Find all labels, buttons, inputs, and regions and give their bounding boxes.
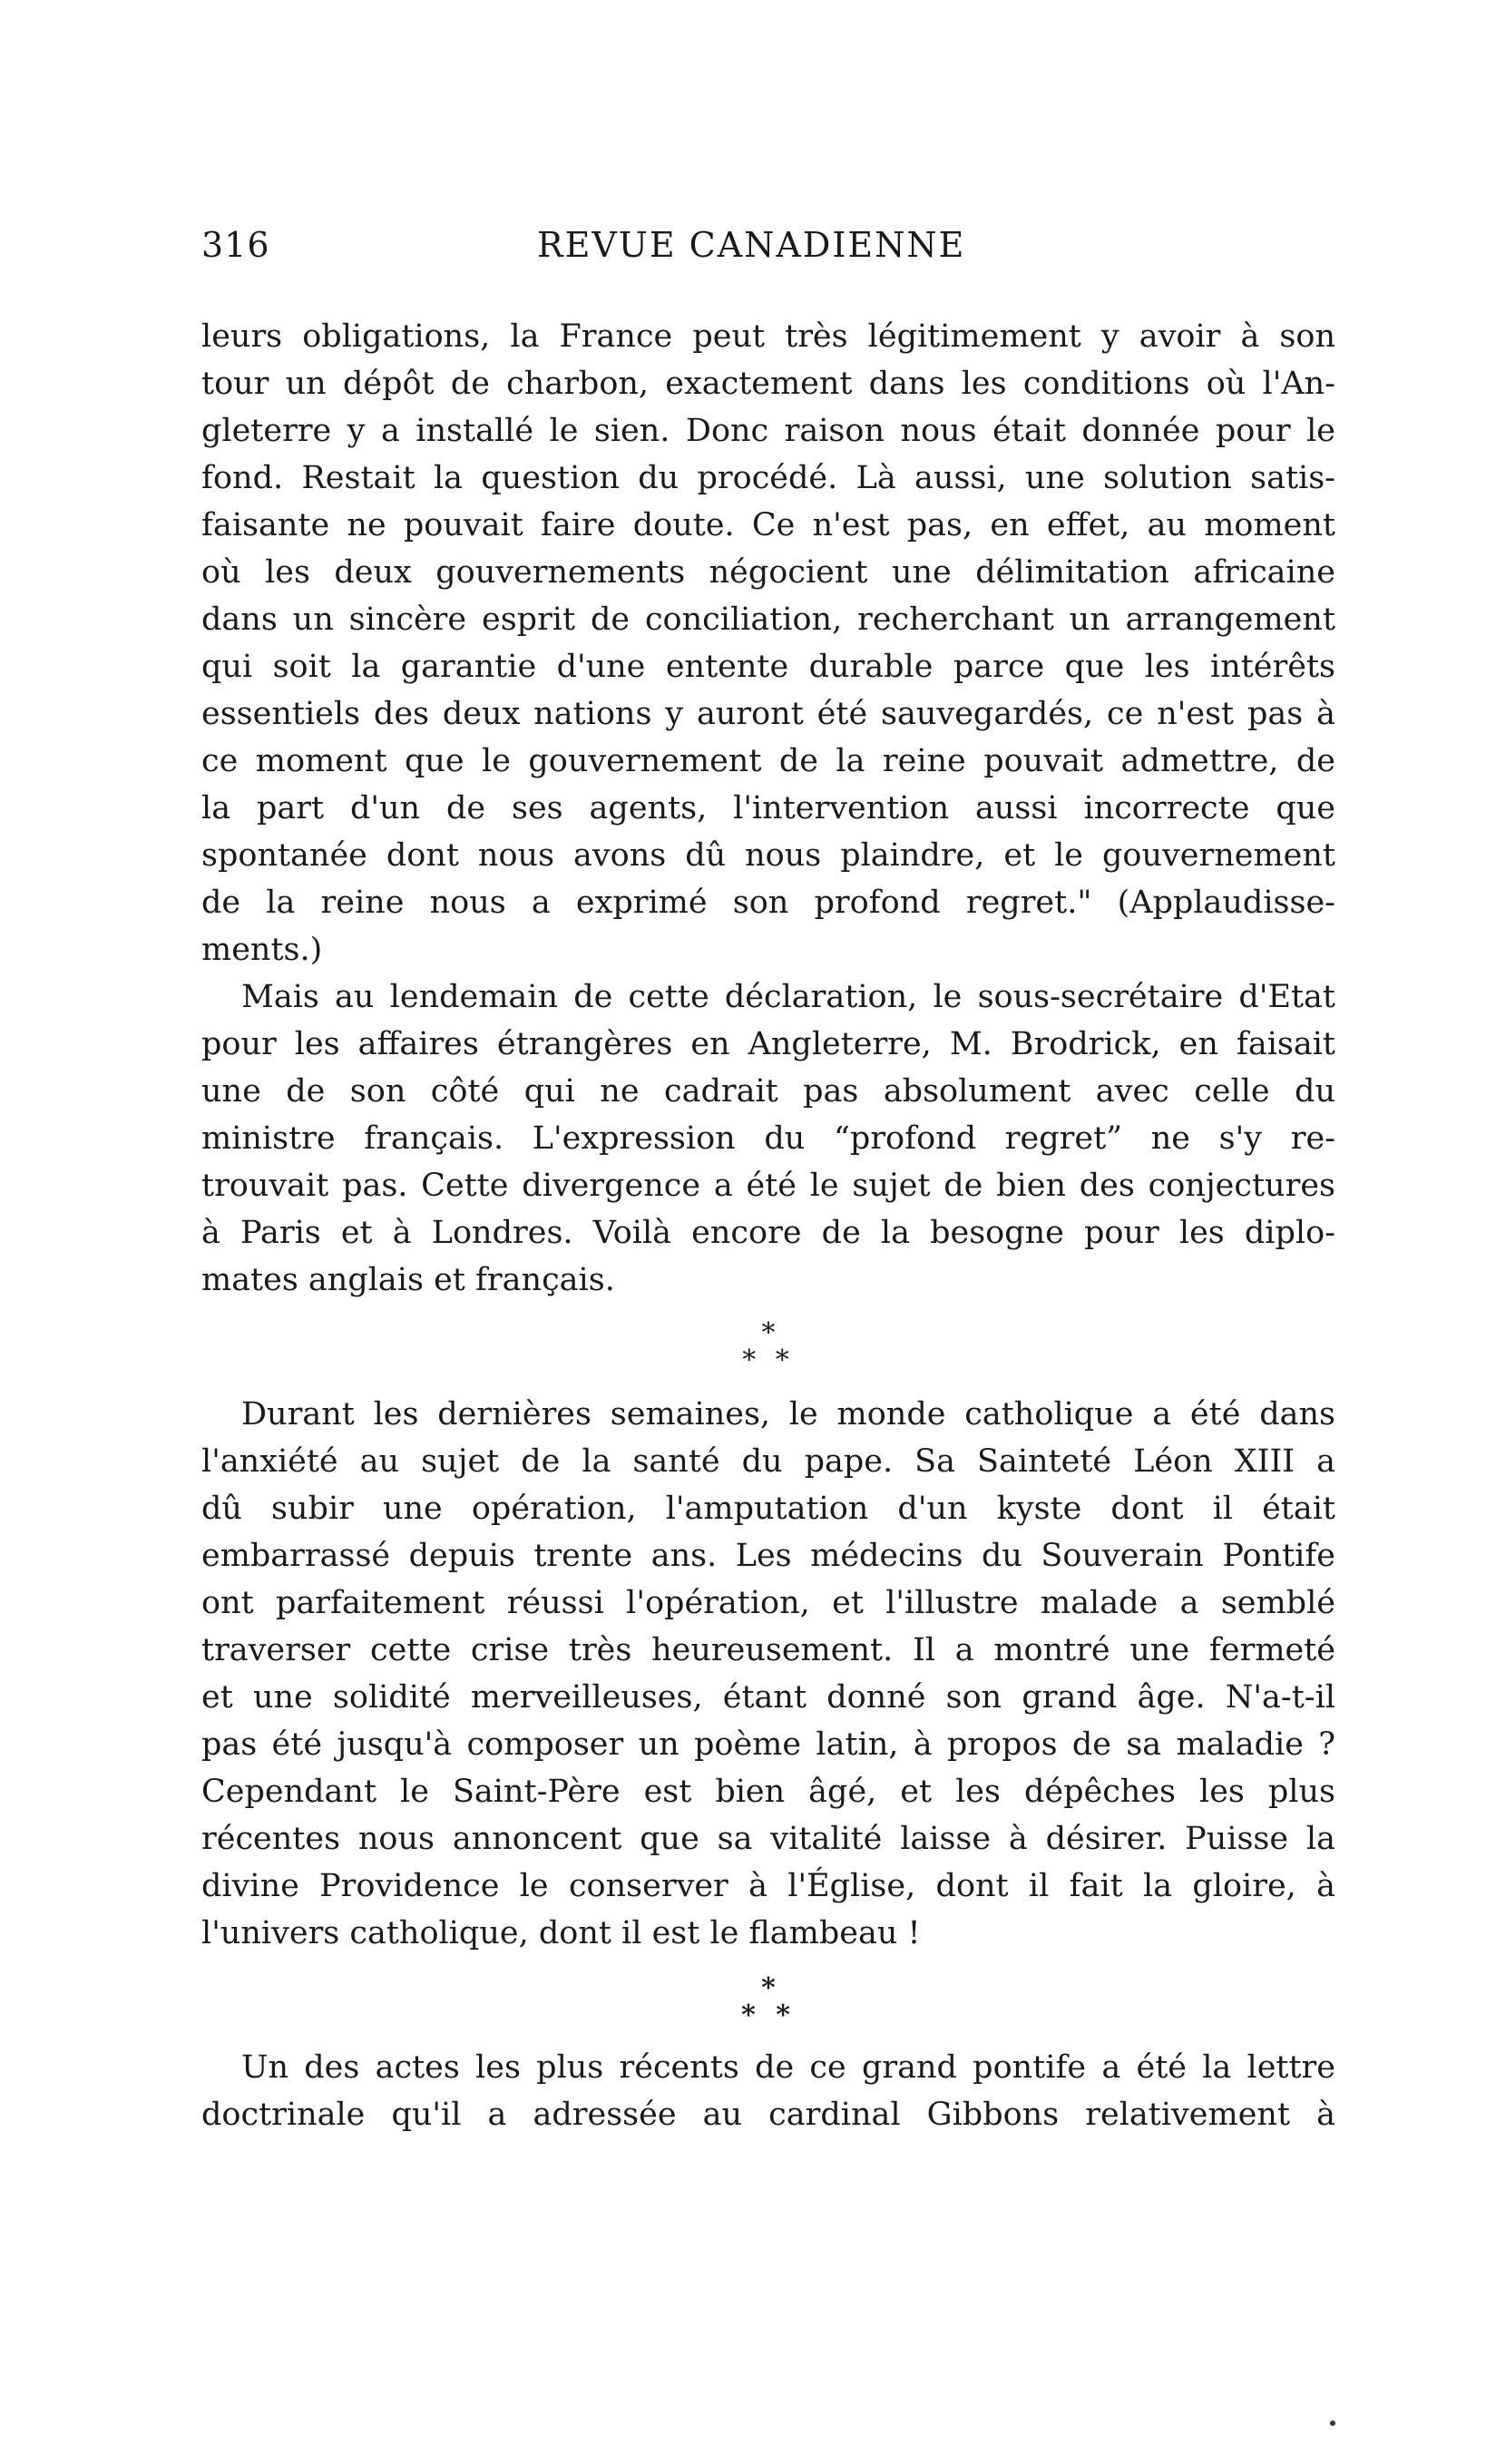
text-line: mates anglais et français. — [201, 1262, 615, 1298]
text-line: pas été jusqu'à composer un poème latin, à propos de sa maladie ? — [201, 1726, 1335, 1763]
paragraph-4 — [201, 2044, 1335, 2138]
section-separator-2 — [201, 1957, 1335, 2044]
text-line: dans un sincère esprit de conciliation, recherchant un arrangement — [201, 601, 1335, 638]
text-line: divine Providence le conserver à l'Église, dont il fait la gloire, à — [201, 1868, 1335, 1904]
text-line: faisante ne pouvait faire doute. Ce n'est pas, en effet, au moment — [201, 507, 1335, 543]
text-line: où les deux gouvernements négocient une délimitation africaine — [201, 554, 1335, 591]
text-line: pour les affaires étrangères en Angleterre, M. Brodrick, en faisait — [201, 1026, 1335, 1062]
paragraph-1 — [201, 313, 1335, 973]
paragraph-3 — [201, 1391, 1335, 1957]
body-text — [201, 313, 1335, 2138]
running-head — [201, 225, 1335, 279]
text-line: embarrassé depuis trente ans. Les médecins du Souverain Pontife — [201, 1538, 1335, 1574]
text-line: doctrinale qu'il a adressée au cardinal Gibbons relativement à — [201, 2097, 1335, 2133]
text-line: récentes nous annoncent que sa vitalité laisse à désirer. Puisse la — [201, 1821, 1335, 1857]
text-line: ministre français. L'expression du “profond regret” ne s'y re- — [201, 1120, 1335, 1157]
text-line: une de son côté qui ne cadrait pas absolument avec celle du — [201, 1073, 1335, 1110]
text-line: essentiels des deux nations y auront été sauvegardés, ce n'est pas à — [201, 696, 1335, 732]
text-line: Durant les dernières semaines, le monde catholique a été dans — [241, 1396, 1335, 1432]
text-line: ments.) — [201, 932, 323, 968]
text-line: leurs obligations, la France peut très légitimement y avoir à son — [201, 318, 1335, 355]
asterism — [201, 1317, 1335, 1376]
text-line: dû subir une opération, l'amputation d'un kyste dont il était — [201, 1491, 1335, 1527]
text-line: fond. Restait la question du procédé. Là aussi, une solution satis- — [201, 460, 1335, 496]
asterism — [201, 1972, 1335, 2031]
text-line: qui soit la garantie d'une entente durable parce que les intérêts — [201, 649, 1335, 685]
text-line: la part d'un de ses agents, l'intervention aussi incorrecte que — [201, 790, 1335, 826]
journal-title: REVUE CANADIENNE — [537, 225, 966, 265]
text-line: tour un dépôt de charbon, exactement dans les conditions où l'An- — [201, 366, 1335, 402]
paragraph-2 — [201, 973, 1335, 1304]
text-line: Mais au lendemain de cette déclaration, le sous-secrétaire d'Etat — [241, 979, 1335, 1015]
text-line: ont parfaitement réussi l'opération, et l'illustre malade a semblé — [201, 1585, 1335, 1621]
text-line: à Paris et à Londres. Voilà encore de la besogne pour les diplo- — [201, 1215, 1335, 1251]
page-speck — [1330, 2420, 1335, 2426]
text-line: traverser cette crise très heureusement. Il a montré une fermeté — [201, 1632, 1335, 1668]
text-line: l'univers catholique, dont il est le flambeau ! — [201, 1915, 921, 1951]
page-number: 316 — [201, 225, 270, 265]
text-line: de la reine nous a exprimé son profond regret." (Applaudisse- — [201, 885, 1335, 921]
asterism-bottom: * * — [742, 1344, 795, 1376]
text-line: ce moment que le gouvernement de la reine pouvait admettre, de — [201, 743, 1335, 779]
asterism-top: * — [761, 1317, 776, 1349]
text-line: trouvait pas. Cette divergence a été le sujet de bien des conjectures — [201, 1168, 1335, 1204]
text-line: spontanée dont nous avons dû nous plaindre, et le gouvernement — [201, 837, 1335, 874]
text-line: l'anxiété au sujet de la santé du pape. Sa Sainteté Léon XIII a — [201, 1443, 1335, 1480]
text-line: gleterre y a installé le sien. Donc raison nous était donnée pour le — [201, 413, 1335, 449]
text-line: et une solidité merveilleuses, étant donné son grand âge. N'a-t-il — [201, 1679, 1335, 1716]
asterism-top: * — [761, 1972, 776, 2004]
text-line: Cependant le Saint-Père est bien âgé, et les dépêches les plus — [201, 1774, 1335, 1810]
asterism-bottom: * * — [741, 2000, 796, 2031]
section-separator-1 — [201, 1304, 1335, 1391]
text-line: Un des actes les plus récents de ce grand pontife a été la lettre — [241, 2049, 1335, 2086]
